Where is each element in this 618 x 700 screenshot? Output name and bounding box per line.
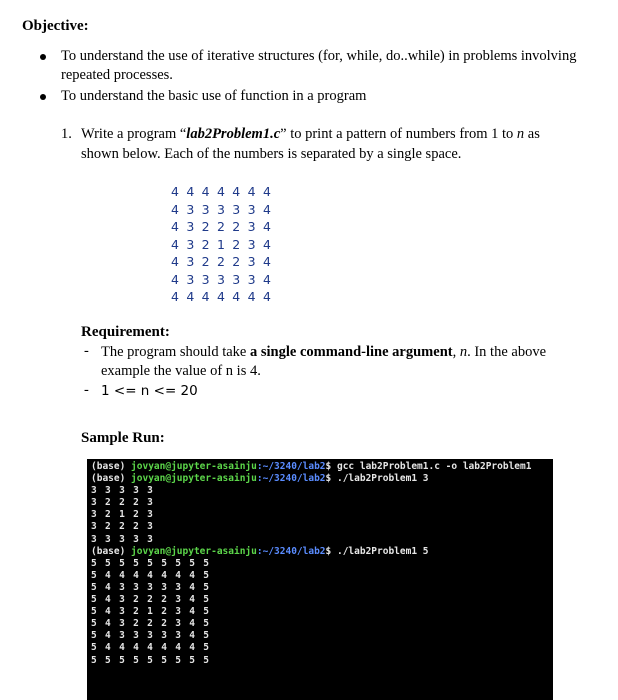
terminal-command: gcc lab2Problem1.c -o lab2Problem1 (336, 461, 532, 472)
requirement-text: The program should take (101, 344, 250, 360)
objective-bullet-1-line-1: To understand the use of iterative structures (for, while, do..while) in problems involving (61, 48, 577, 64)
requirement-var-n: n (459, 344, 468, 360)
prompt-path: :~/3240/lab2 (256, 545, 326, 557)
terminal-prompt-line (91, 546, 553, 558)
list-dash: - (84, 343, 89, 359)
number-pattern (171, 183, 273, 306)
prompt-base: (base) (91, 461, 132, 472)
problem-line-2: shown below. Each of the numbers is separated by a single space. (81, 146, 462, 162)
terminal-output-line: 5 5 5 5 5 5 5 5 5 (91, 557, 211, 569)
terminal-output-line: 3 2 2 2 3 (91, 497, 155, 509)
pattern-row: 4 3 2 2 2 3 4 (171, 254, 273, 269)
terminal-screenshot (87, 459, 553, 700)
objective-bullet-1-line-2: repeated processes. (61, 67, 173, 83)
terminal-command: ./lab2Problem1 3 (336, 473, 429, 485)
terminal-output-line: 3 2 2 2 3 (91, 521, 155, 533)
terminal-output-line: 5 4 4 4 4 4 4 4 5 (91, 569, 211, 581)
terminal-command: ./lab2Problem1 5 (336, 545, 429, 557)
terminal-output-line: 5 4 3 2 2 2 3 4 5 (91, 618, 211, 630)
requirement-bold: a single command-line argument (250, 344, 453, 360)
prompt-path: :~/3240/lab2 (256, 473, 326, 485)
objective-heading: Objective: (22, 18, 89, 34)
problem-text: ” to print a pattern of numbers from 1 to (280, 126, 517, 142)
requirement-item-1-line-2: example the value of n is 4. (101, 363, 261, 379)
terminal-output-line: 5 4 4 4 4 4 4 4 5 (91, 642, 211, 654)
terminal-prompt-line (91, 461, 553, 473)
pattern-row: 4 4 4 4 4 4 4 (171, 289, 273, 304)
requirement-item-2: 1 <= n <= 20 (101, 383, 198, 399)
terminal-output-line: 5 4 3 3 3 3 3 4 5 (91, 581, 211, 593)
terminal-output-line: 5 4 3 2 1 2 3 4 5 (91, 606, 211, 618)
prompt-dollar: $ (325, 545, 337, 557)
pattern-row: 4 3 2 1 2 3 4 (171, 236, 273, 252)
terminal-output-line: 5 4 3 3 3 3 3 4 5 (91, 630, 211, 642)
terminal-output-line: 5 5 5 5 5 5 5 5 5 (91, 654, 211, 666)
prompt-dollar: $ (325, 473, 337, 485)
objective-bullet-2: To understand the basic use of function in a program (61, 88, 367, 104)
requirement-text: . In the above (467, 344, 547, 360)
prompt-user: jovyan@jupyter-asainju (131, 545, 257, 557)
terminal-output-line: 3 2 1 2 3 (91, 509, 155, 521)
pattern-row: 4 3 3 3 3 3 4 (171, 201, 273, 217)
prompt-dollar: $ (325, 461, 337, 472)
problem-line-1 (81, 125, 601, 144)
sample-run-heading: Sample Run: (81, 430, 165, 446)
requirement-text: , (452, 344, 460, 360)
bullet-dot (40, 94, 46, 100)
prompt-path: :~/3240/lab2 (256, 461, 326, 472)
requirement-item-1 (101, 343, 601, 362)
prompt-user: jovyan@jupyter-asainju (131, 461, 257, 472)
list-dash: - (84, 382, 89, 398)
prompt-user: jovyan@jupyter-asainju (131, 473, 257, 485)
problem-text: as (524, 126, 540, 142)
pattern-row: 4 3 3 3 3 3 4 (171, 271, 273, 287)
bullet-dot (40, 54, 46, 60)
pattern-row: 4 4 4 4 4 4 4 (171, 184, 273, 199)
pattern-row: 4 3 2 2 2 3 4 (171, 219, 273, 234)
terminal-prompt-line (91, 473, 553, 485)
problem-text: Write a program “ (81, 126, 187, 142)
terminal-output-line: 3 3 3 3 3 (91, 533, 155, 545)
requirement-heading: Requirement: (81, 324, 170, 340)
prompt-base: (base) (91, 545, 132, 557)
prompt-base: (base) (91, 473, 132, 485)
problem-filename: lab2Problem1.c (186, 126, 281, 142)
problem-number: 1. (61, 126, 72, 142)
problem-var-n: n (516, 126, 525, 142)
terminal-output-line: 5 4 3 2 2 2 3 4 5 (91, 594, 211, 606)
terminal-output-line: 3 3 3 3 3 (91, 485, 155, 497)
